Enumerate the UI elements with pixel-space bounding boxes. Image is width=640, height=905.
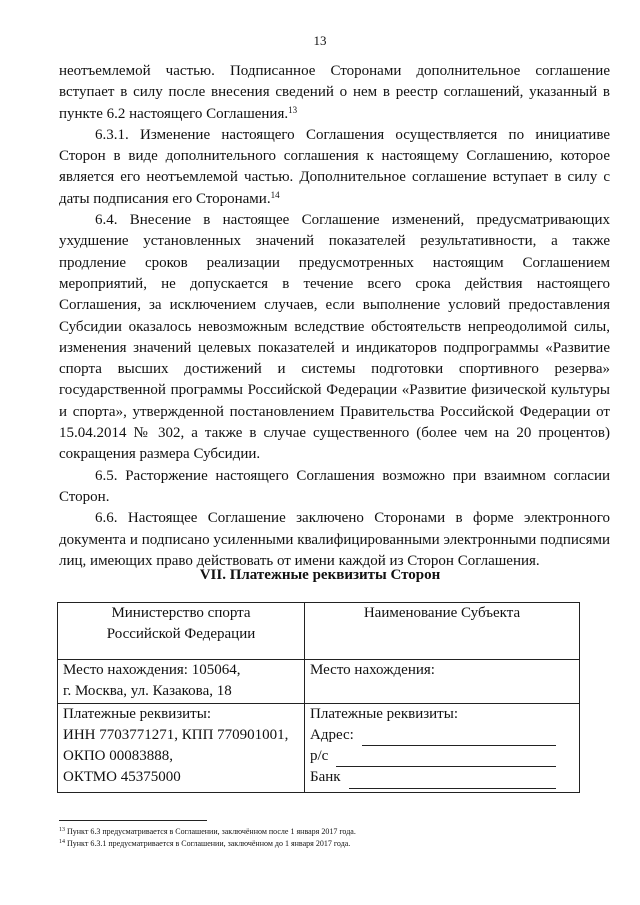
blank-line	[336, 752, 556, 767]
paragraph-6-3-1: 6.3.1. Изменение настоящего Соглашения осуществляется по инициативе Сторон в виде дополнительного соглашения к настоящему Соглашению, которое является его неотъемлемой частью. Дополнительное соглашение вступает в силу с даты подписания его Сторонами.$^{14}$	[59, 126, 610, 207]
address-field: Адрес:	[310, 725, 574, 746]
table-row	[58, 603, 580, 660]
ministry-name-cell: Министерство спорта Российской Федерации	[58, 603, 305, 660]
table-row	[58, 703, 580, 792]
table-row	[58, 660, 580, 704]
payment-details-table	[57, 602, 580, 793]
footnote-14: $^{14}$ Пункт 6.3.1 предусматривается в Соглашении, заключённом до 1 января 2017 года.	[59, 839, 351, 848]
ministry-location-cell: Место нахождения: 105064, г. Москва, ул. Казакова, 18	[58, 660, 305, 704]
paragraph-6-6: 6.6. Настоящее Соглашение заключено Сторонами в форме электронного документа и подписано усиленными квалифицированными электронными подписями лиц, имеющих право действовать от имени каждой из Сторон Соглашения.	[59, 510, 610, 569]
page-number: 13	[313, 33, 327, 48]
footnote-ref-14: 14	[270, 189, 280, 200]
paragraph-6-4: 6.4. Внесение в настоящее Соглашение изменений, предусматривающих ухудшение установленных значений показателей результативности, а также продление сроков реализации предусмотренных настоящим Соглашением мероприятий, не допускается в течение всего срока действия настоящего Соглашения, за исключением случаев, если выполнение условий предоставления Субсидии оказалось невозможным вследствие обстоятельств непреодолимой силы, изменения значений целевых показателей и индикаторов подпрограммы «Развитие спорта высших достижений и системы подготовки спортивного резерва» государственной программы Российской Федерации «Развитие физической культуры и спорта», утвержденной постановлением Правительства Российской Федерации от 15.04.2014 № 302, а также в случае существенного (более чем на 20 процентов) сокращения размера Субсидии.	[59, 212, 610, 463]
subject-payment-cell: Платежные реквизиты: Адрес: р/с Банк	[305, 703, 580, 792]
footnote-13: $^{13}$ Пункт 6.3 предусматривается в Соглашении, заключённом после 1 января 2017 года.	[59, 827, 356, 836]
blank-line	[349, 774, 556, 789]
footnote-ref-13: 13	[288, 104, 298, 115]
bank-field: Банк	[310, 767, 574, 788]
paragraph-6-5: 6.5. Расторжение настоящего Соглашения возможно при взаимном согласии Сторон.	[59, 467, 610, 505]
blank-line	[362, 731, 556, 746]
account-field: р/с	[310, 746, 574, 767]
subject-name-cell: Наименование Субъекта	[305, 603, 580, 660]
agreement-text	[59, 61, 610, 572]
footnote-divider	[59, 820, 207, 821]
ministry-payment-cell: Платежные реквизиты: ИНН 7703771271, КПП 770901001, ОКПО 00083888, ОКТМО 45375000	[58, 703, 305, 792]
section-heading: VII. Платежные реквизиты Сторон	[199, 567, 441, 583]
paragraph-6-3-continuation: неотъемлемой частью. Подписанное Сторонами дополнительное соглашение вступает в силу после внесения сведений о нем в реестр соглашений, указанный в пункте 6.2 настоящего Соглашения.$^{13}$	[59, 63, 610, 122]
subject-location-cell: Место нахождения:	[305, 660, 580, 704]
